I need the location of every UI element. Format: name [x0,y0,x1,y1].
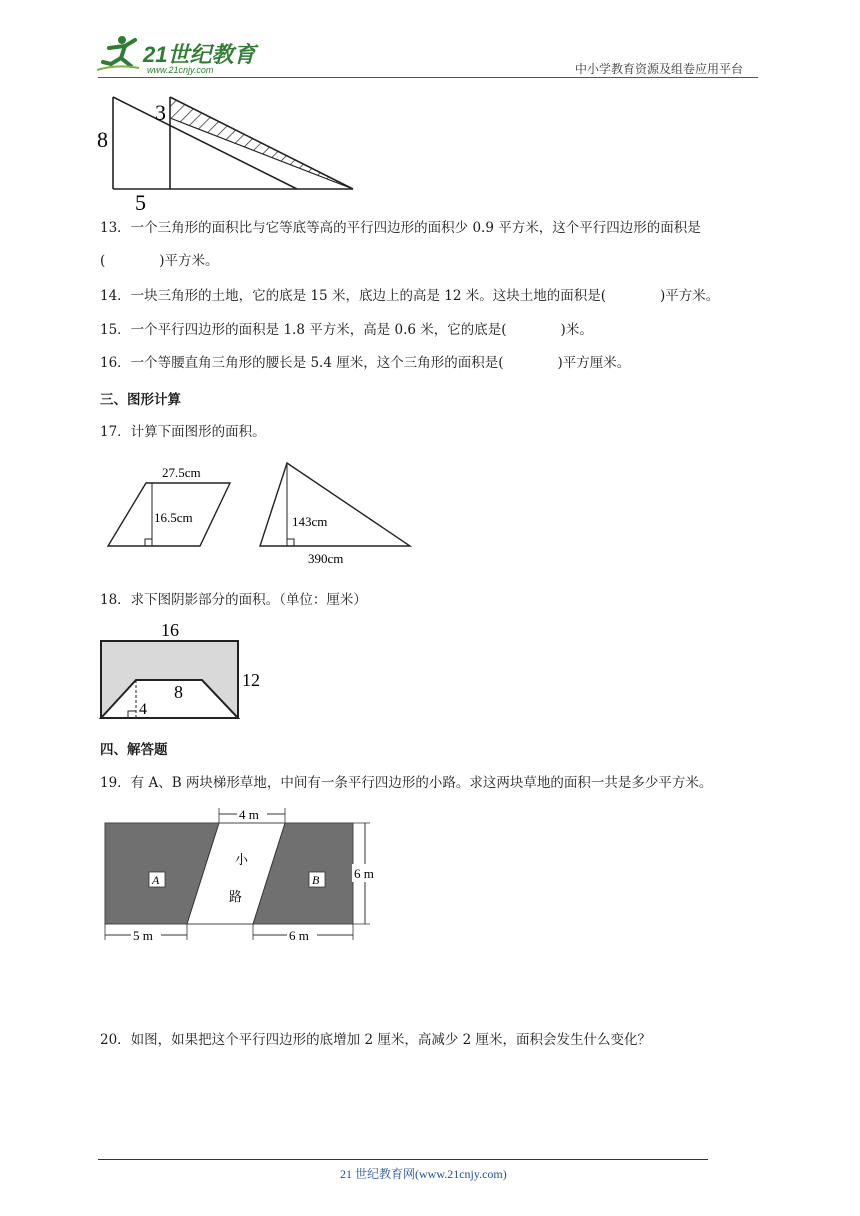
label-5: 5 [135,190,146,215]
tri-base-label: 390cm [308,551,344,566]
dim-bottom-right-label: 6 m [289,928,309,943]
question-15: 15．一个平行四边形的面积是 1.8 平方米，高是 0.6 米，它的底是( )米。 [100,322,593,338]
label-b: B [312,873,320,887]
figure-18 [95,618,275,728]
para-height-label: 16.5cm [154,510,193,525]
question-13-line1: 13．一个三角形的面积比与它等底等高的平行四边形的面积少 0.9 平方米，这个平行四边形的面积是 [100,220,701,236]
question-17: 17．计算下面图形的面积。 [100,424,266,440]
figure-19 [95,802,390,950]
label-3: 3 [155,100,166,125]
header-rule [98,77,758,78]
fig18-side-label: 12 [242,670,260,690]
dim-top-label: 4 m [239,807,259,822]
fig18-top-label: 16 [161,620,179,640]
question-18: 18．求下图阴影部分的面积。（单位：厘米） [100,592,367,608]
logo-url: www.21cnjy.com [147,65,214,75]
question-14: 14．一块三角形的土地，它的底是 15 米，底边上的高是 12 米。这块土地的面积是( )平方米。 [100,288,720,304]
section-3-heading: 三、图形计算 [100,392,181,408]
question-19: 19．有 A、B 两块梯形草地，中间有一条平行四边形的小路。求这两块草地的面积一共是多少平方米。 [100,775,713,791]
logo-text: 21世纪教育 [143,42,256,67]
question-20: 20．如图，如果把这个平行四边形的底增加 2 厘米，高减少 2 厘米，面积会发生什么变化？ [100,1032,652,1048]
path-label-2: 路 [229,889,243,904]
tri-height-label: 143cm [292,514,328,529]
para-top-label: 27.5cm [162,465,201,480]
fig18-inner-label: 8 [174,682,183,702]
question-13-line2: ( )平方米。 [100,253,219,269]
fig18-small-label: 4 [139,701,147,718]
dim-bottom-left-label: 5 m [133,928,153,943]
figure-shaded-triangle [95,92,360,217]
footer-rule [98,1159,708,1160]
question-16: 16．一个等腰直角三角形的腰长是 5.4 厘米，这个三角形的面积是( )平方厘米。 [100,355,631,371]
path-label-1: 小 [235,852,249,867]
section-4-heading: 四、解答题 [100,742,168,758]
label-a: A [152,873,160,887]
footer-text: 21 世纪教育网(www.21cnjy.com) [340,1167,507,1181]
header-platform-text: 中小学教育资源及组卷应用平台 [575,62,744,76]
label-8: 8 [97,127,108,152]
triangle-shape [260,463,410,546]
dim-right-label: 6 m [354,866,374,881]
header-logo [95,34,265,78]
figure-17 [100,455,420,575]
runner-logo-icon [95,34,141,76]
